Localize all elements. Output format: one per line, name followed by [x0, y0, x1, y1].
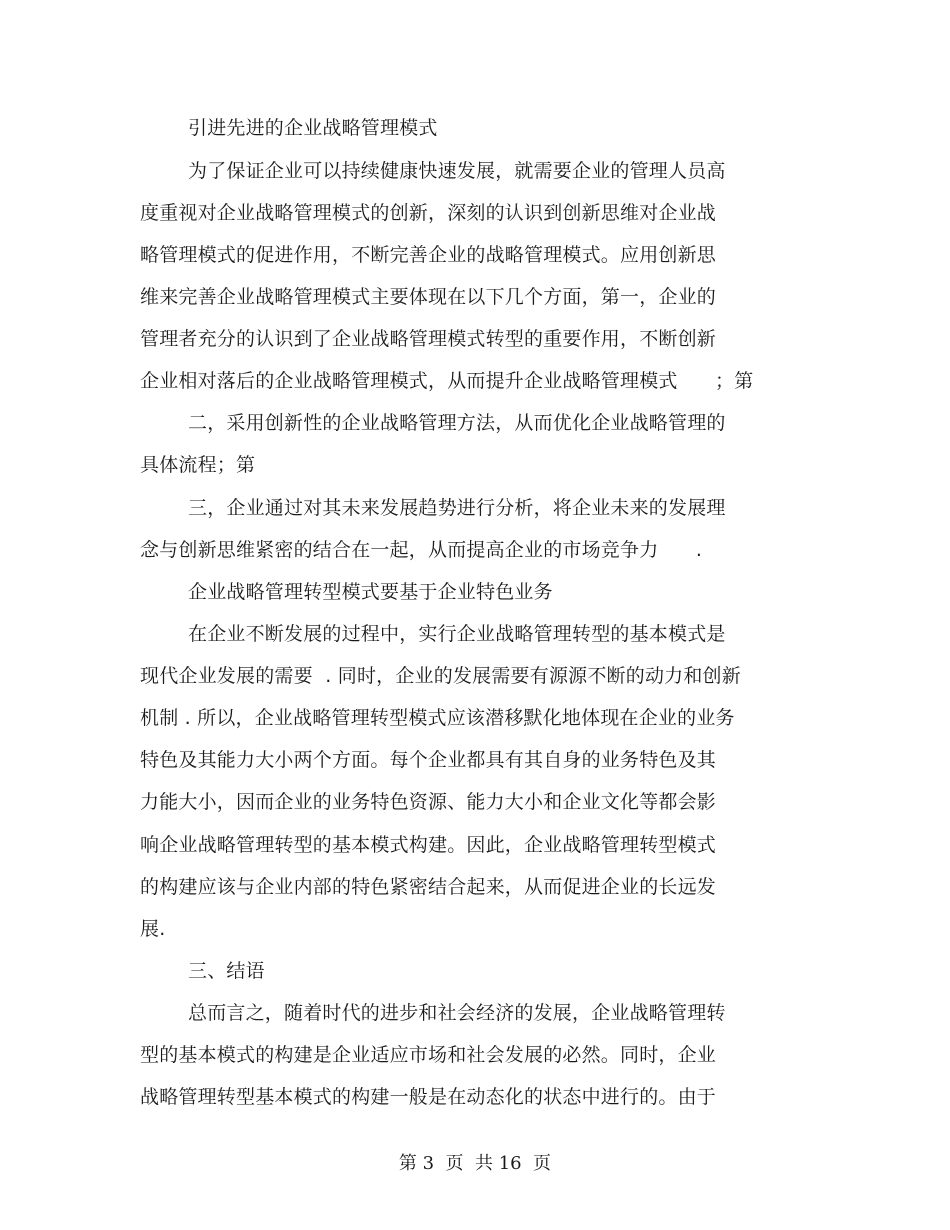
text-line: 力能大小，因而企业的业务特色资源、能力大小和企业文化等都会影 [140, 791, 717, 813]
text-line: 型的基本模式的构建是企业适应市场和社会发展的必然。同时，企业 [140, 1044, 717, 1066]
text-line: 念与创新思维紧密的结合在一起，从而提高企业的市场竞争力 . [140, 539, 703, 561]
text-line: 现代企业发展的需要 . 同时，企业的发展需要有源源不断的动力和创新 [140, 665, 741, 687]
text-line: 企业相对落后的企业战略管理模式，从而提升企业战略管理模式 ；第 [140, 370, 754, 392]
text-line: 展. [140, 918, 166, 940]
text-line: 具体流程；第 [140, 454, 256, 476]
text-line: 二，采用创新性的企业战略管理方法，从而优化企业战略管理的 [188, 412, 726, 434]
text-line: 响企业战略管理转型的基本模式构建。因此，企业战略管理转型模式 [140, 834, 717, 856]
section-heading: 三、结语 [188, 960, 265, 982]
text-line: 在企业不断发展的过程中，实行企业战略管理转型的基本模式是 [188, 623, 726, 645]
text-line: 引进先进的企业战略管理模式 [188, 117, 438, 139]
text-line: 总而言之，随着时代的进步和社会经济的发展，企业战略管理转 [188, 1002, 726, 1024]
text-line: 度重视对企业战略管理模式的创新，深刻的认识到创新思维对企业战 [140, 202, 717, 224]
text-line: 略管理模式的促进作用，不断完善企业的战略管理模式。应用创新思 [140, 244, 717, 266]
text-line: 机制 . 所以，企业战略管理转型模式应该潜移默化地体现在企业的业务 [140, 707, 735, 729]
text-line: 战略管理转型基本模式的构建一般是在动态化的状态中进行的。由于 [140, 1086, 717, 1108]
section-heading: 企业战略管理转型模式要基于企业特色业务 [188, 581, 553, 603]
text-line: 管理者充分的认识到了企业战略管理模式转型的重要作用，不断创新 [140, 328, 717, 350]
text-line: 维来完善企业战略管理模式主要体现在以下几个方面，第一，企业的 [140, 286, 717, 308]
text-line: 三，企业通过对其未来发展趋势进行分析，将企业未来的发展理 [188, 497, 726, 519]
text-line: 为了保证企业可以持续健康快速发展，就需要企业的管理人员高 [188, 160, 726, 182]
text-line: 的构建应该与企业内部的特色紧密结合起来，从而促进企业的长远发 [140, 876, 717, 898]
page-number-footer: 第 3 页 共 16 页 [398, 1153, 552, 1174]
text-line: 特色及其能力大小两个方面。每个企业都具有其自身的业务特色及其 [140, 749, 717, 771]
